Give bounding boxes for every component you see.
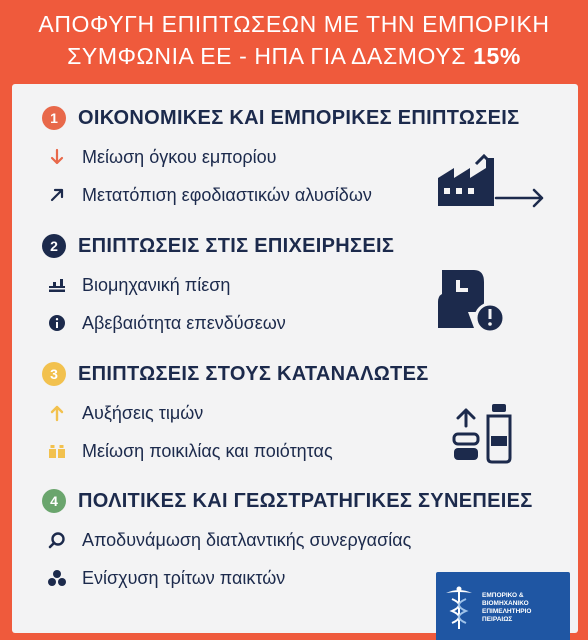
factory-icon [436, 148, 548, 212]
section-4-number: 4 [42, 489, 66, 513]
logo-line-4: ΠΕΙΡΑΙΩΣ [482, 616, 513, 623]
section-3-title: ΕΠΙΠΤΩΣΕΙΣ ΣΤΟΥΣ ΚΑΤΑΝΑΛΩΤΕΣ [78, 362, 429, 385]
logo-line-1: ΕΜΠΟΡΙΚΟ & [482, 592, 524, 599]
content-card [12, 84, 578, 633]
section-1-item-2-text: Μετατόπιση εφοδιαστικών αλυσίδων [82, 184, 372, 205]
section-2-item-1 [46, 274, 230, 296]
arrow-up-right-icon [46, 184, 68, 206]
section-2-item-2-text: Αβεβαιότητα επενδύσεων [82, 312, 286, 333]
section-3-header [42, 362, 429, 386]
industry-icon [46, 274, 68, 296]
section-3-item-2 [46, 440, 333, 462]
title-line-1: ΑΠΟΦΥΓΗ ΕΠΙΠΤΩΣΕΩΝ ΜΕ ΤΗΝ ΕΜΠΟΡΙΚΗ [38, 11, 550, 37]
logo-line-2: ΒΙΟΜΗΧΑΝΙΚΟ [482, 600, 529, 607]
logo-text [482, 592, 531, 624]
section-4-header [42, 489, 533, 513]
caduceus-emblem-icon [442, 585, 476, 631]
products-icon [46, 440, 68, 462]
network-icon [46, 567, 68, 589]
section-1-title: ΟΙΚΟΝΟΜΙΚΕΣ ΚΑΙ ΕΜΠΟΡΙΚΕΣ ΕΠΙΠΤΩΣΕΙΣ [78, 106, 520, 129]
title-percentage: 15% [473, 43, 521, 69]
price-increase-products-icon [450, 402, 522, 464]
arrow-up-icon [46, 402, 68, 424]
info-icon [46, 312, 68, 334]
section-2-item-2 [46, 312, 286, 334]
magnifier-icon [46, 529, 68, 551]
chamber-logo [436, 572, 570, 640]
section-4-item-1 [46, 529, 411, 551]
businessman-warning-icon [434, 262, 506, 334]
section-2-number: 2 [42, 234, 66, 258]
logo-line-3: ΕΠΙΜΕΛΗΤΗΡΙΟ [482, 608, 532, 615]
section-3-item-1 [46, 402, 203, 424]
title-line-2-text: ΣΥΜΦΩΝΙΑ ΕΕ - ΗΠΑ ΓΙΑ ΔΑΣΜΟΥΣ [67, 43, 467, 69]
arrow-down-icon [46, 146, 68, 168]
title-line-2 [0, 40, 588, 72]
section-4-item-2-text: Ενίσχυση τρίτων παικτών [82, 567, 286, 588]
section-1-item-2 [46, 184, 372, 206]
section-4-item-1-text: Αποδυνάμωση διατλαντικής συνεργασίας [82, 529, 412, 550]
section-1-item-1 [46, 146, 277, 168]
section-2-item-1-text: Βιομηχανική πίεση [82, 274, 231, 295]
section-1-number: 1 [42, 106, 66, 130]
section-1-item-1-text: Μείωση όγκου εμπορίου [82, 146, 277, 167]
section-2-header [42, 234, 394, 258]
section-3-item-2-text: Μείωση ποικιλίας και ποιότητας [82, 440, 333, 461]
section-2-title: ΕΠΙΠΤΩΣΕΙΣ ΣΤΙΣ ΕΠΙΧΕΙΡΗΣΕΙΣ [78, 234, 395, 257]
page-title [0, 8, 588, 72]
section-1-header [42, 106, 519, 130]
section-4-title: ΠΟΛΙΤΙΚΕΣ ΚΑΙ ΓΕΩΣΤΡΑΤΗΓΙΚΕΣ ΣΥΝΕΠΕΙΕΣ [78, 489, 533, 512]
section-4-item-2 [46, 567, 285, 589]
section-3-number: 3 [42, 362, 66, 386]
section-3-item-1-text: Αυξήσεις τιμών [82, 402, 204, 423]
